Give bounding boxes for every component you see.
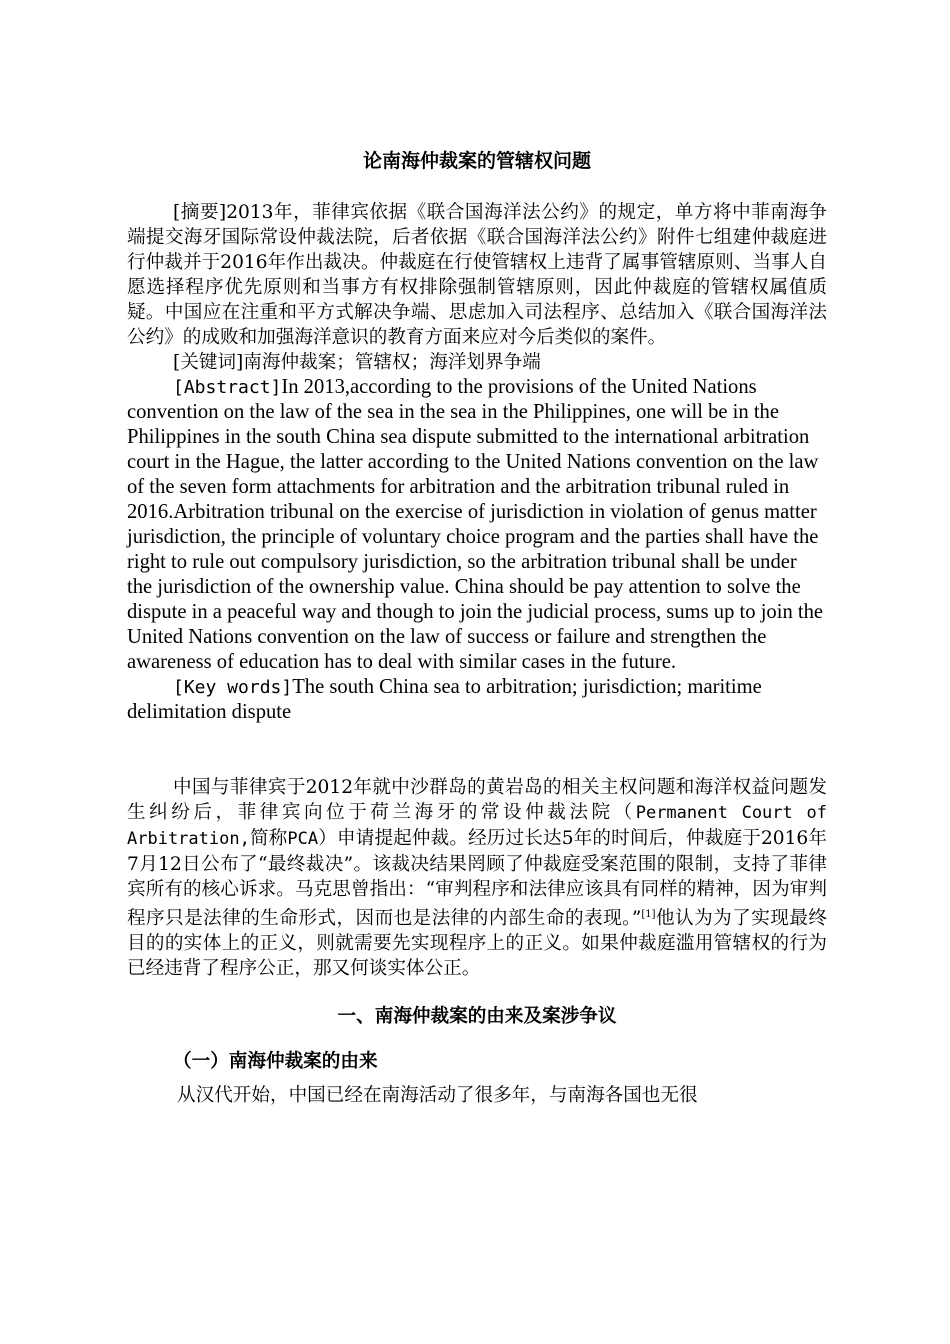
document-title: 论南海仲裁案的管辖权问题 [362, 150, 591, 172]
intro-text-4: 他认为为了实现最终目的的实体上的正义，则就需要先实现程序上的正义。如果仲裁庭滥用管辖权的行为已经违背了程序公正，那又何谈实体公正。 [127, 908, 827, 980]
keywords-cn-tag: [关键词] [173, 352, 244, 373]
abstract-en-paragraph [127, 375, 827, 675]
subsection-1-text: 从汉代开始，中国已经在南海活动了很多年，与南海各国也无很 [177, 1085, 698, 1107]
keywords-en-text: The south China sea to arbitration; jurisdiction; maritime delimitation dispute [127, 676, 762, 723]
intro-text-1: 中国与菲律宾于2012年就中沙群岛的黄岩岛的相关主权问题和海洋权益问题发生纠纷后，菲律宾向位于荷兰海牙的常设仲裁法院（ [127, 777, 827, 823]
document-page [127, 148, 827, 1108]
keywords-cn-paragraph [127, 350, 827, 375]
section-1-heading: 一、南海仲裁案的由来及案涉争议 [337, 1006, 617, 1028]
subsection-1-heading: （一）南海仲裁案的由来 [173, 1051, 378, 1073]
intro-paragraph [127, 775, 827, 981]
intro-pca-name: Permanent Court of Arbitration, [127, 803, 827, 849]
keywords-cn-text: 南海仲裁案；管辖权；海洋划界争端 [243, 352, 541, 373]
abstract-cn-tag: [摘要] [173, 202, 227, 223]
intro-text-2: 简称 [249, 828, 288, 849]
intro-text-3: ）申请提起仲裁。经历过长达5年的时间后，仲裁庭于2016年7月12日公布了“最终裁决”。该裁决结果罔顾了仲裁庭受案范围的限制，支持了菲律宾所有的核心诉求。马克思曾指出：“审判程序和法律应该具有同样的精神，因为审判程序只是法律的生命形式，因而也是法律的内部生命的表现。” [127, 828, 827, 930]
intro-pca-abbr: PCA [287, 829, 319, 849]
abstract-cn-paragraph [127, 200, 827, 350]
abstract-en-tag: [Abstract] [173, 377, 282, 398]
keywords-en-tag: [Key words] [173, 677, 293, 698]
footnote-ref[interactable]: [1] [641, 909, 656, 920]
abstract-en-text: In 2013,according to the provisions of the United Nations convention on the law of the sea in the sea in the Philippines, one will be in the Philippines in the south China sea dispute submitted to the international arbitration court in the Hague, the latter according to the United Nations convention on the law of the seven form attachments for arbitration and the arbitration tribunal ruled in 2016.Arbitration tribunal on the exercise of jurisdiction in violation of genus matter jurisdiction, the principle of voluntary choice program and the parties shall have the right to rule out compulsory jurisdiction, so the arbitration tribunal shall be under the jurisdiction of the ownership value. China should be pay attention to solve the dispute in a peaceful way and though to join the judicial process, sums up to join the United Nations convention on the law of success or failure and strengthen the awareness of education has to deal with similar cases in the future. [127, 376, 824, 673]
section-spacer [127, 725, 827, 775]
keywords-en-paragraph [127, 675, 827, 725]
abstract-cn-text: 2013年，菲律宾依据《联合国海洋法公约》的规定，单方将中菲南海争端提交海牙国际常设仲裁法院，后者依据《联合国海洋法公约》附件七组建仲裁庭进行仲裁并于2016年作出裁决。仲裁庭在行使管辖权上违背了属事管辖原则、当事人自愿选择程序优先原则和当事方有权排除强制管辖原则，因此仲裁庭的管辖权属值质疑。中国应在注重和平方式解决争端、思虑加入司法程序、总结加入《联合国海洋法公约》的成败和加强海洋意识的教育方面来应对今后类似的案件。 [127, 202, 828, 348]
